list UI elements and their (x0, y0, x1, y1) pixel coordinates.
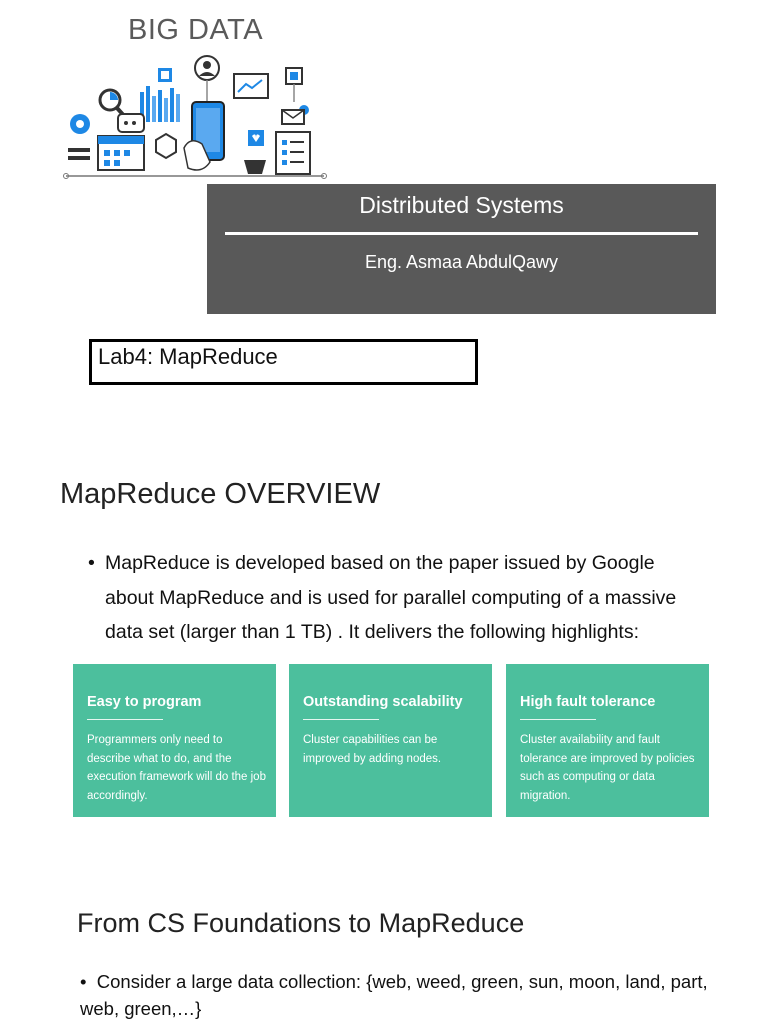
gear-icon (70, 114, 90, 134)
highlight-card-scalability (289, 664, 492, 817)
highlight-card-easy (73, 664, 276, 817)
card-divider (87, 719, 163, 720)
overview-bullet-text: MapReduce is developed based on the paper issued by Google about MapReduce and is used for parallel computing of a massive data set (larger than 1 TB) . It delivers the following highlights: (105, 552, 677, 643)
foundations-heading: From CS Foundations to MapReduce (77, 908, 525, 938)
overview-bullet (88, 546, 708, 650)
lab-title-box (89, 339, 478, 385)
card-body: Cluster capabilities can be improved by adding nodes. (303, 734, 442, 765)
lab-title: Lab4: MapReduce (98, 344, 278, 369)
chart-icon (140, 86, 180, 122)
card-body: Cluster availability and fault tolerance are improved by policies such as computing or data migration. (520, 734, 695, 802)
checklist-icon (276, 132, 310, 174)
card-heading: Outstanding scalability (303, 694, 463, 710)
user-icon (195, 56, 219, 80)
rss-icon (286, 68, 302, 84)
course-title: Distributed Systems (359, 192, 564, 218)
card-heading: High fault tolerance (520, 694, 656, 710)
divider (225, 232, 698, 235)
foundations-bullet (80, 968, 750, 1022)
bullet-icon: • (80, 971, 97, 992)
big-data-illustration (62, 52, 330, 182)
foundations-bullet-text: Consider a large data collection: {web, weed, green, sun, moon, land, part, web, green,…} (80, 971, 708, 1019)
course-author: Eng. Asmaa AbdulQawy (364, 252, 559, 272)
bullet-icon: • (88, 552, 95, 574)
highlight-card-fault-tolerance (506, 664, 709, 817)
card-divider (520, 719, 596, 720)
course-header (207, 184, 716, 314)
card-heading: Easy to program (87, 694, 202, 710)
overview-heading: MapReduce OVERVIEW (60, 478, 381, 510)
mail-icon (282, 110, 304, 124)
card-divider (303, 719, 379, 720)
banner-title: BIG DATA (128, 14, 264, 46)
card-body: Programmers only need to describe what to do, and the execution framework will do the job accordingly. (87, 734, 266, 802)
cloud-icon (118, 114, 144, 132)
calendar-icon (98, 136, 144, 170)
